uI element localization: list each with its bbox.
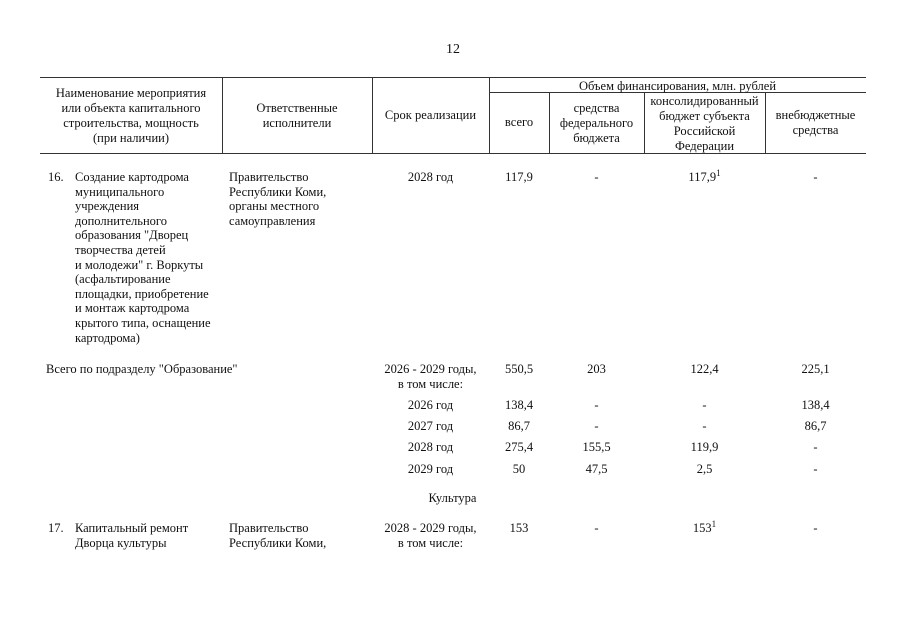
year-period: 2027 год	[407, 419, 454, 433]
header-executors: Ответственные исполнители	[256, 101, 338, 130]
year-extra: -	[813, 440, 818, 454]
row-federal: -	[594, 170, 599, 184]
subtotal-extra: 225,1	[801, 362, 830, 376]
row-regional: 117,9	[688, 170, 717, 184]
year-period: 2026 год	[407, 398, 454, 412]
table-top-border	[40, 77, 866, 78]
header-total: всего	[504, 115, 534, 129]
year-federal: -	[594, 398, 599, 412]
year-extra: 138,4	[801, 398, 830, 412]
year-regional: -	[702, 398, 707, 412]
row-regional: 153	[692, 521, 712, 535]
subtotal-label: Всего по подразделу "Образование"	[46, 362, 238, 376]
header-regional: консолидированный бюджет субъекта Российской Федерации	[650, 94, 759, 153]
row-total: 153	[509, 521, 529, 535]
footnote-mark: 1	[716, 167, 721, 178]
subtotal-total: 550,5	[504, 362, 534, 376]
year-period: 2029 год	[407, 462, 454, 476]
year-federal: 47,5	[585, 462, 608, 476]
row-total: 117,9	[505, 170, 533, 184]
row-period: 2028 - 2029 годы, в том числе:	[384, 521, 477, 550]
subtotal-federal: 203	[587, 362, 606, 376]
year-regional: 2,5	[696, 462, 713, 476]
row-extra: -	[813, 170, 818, 184]
year-federal: -	[594, 419, 599, 433]
row-regional-cell	[644, 167, 765, 185]
header-funding-group: Объем финансирования, млн. рублей	[578, 79, 777, 93]
row-name: Капитальный ремонт Дворца культуры	[75, 521, 189, 550]
row-period: 2028 год	[407, 170, 454, 184]
header-name: Наименование мероприятия или объекта капитального строительства, мощность (при наличии)	[55, 86, 207, 145]
year-total: 275,4	[504, 440, 534, 454]
row-number: 16.	[48, 170, 64, 184]
row-number: 17.	[48, 521, 64, 535]
row-regional-cell	[644, 518, 765, 536]
header-federal: средства федерального бюджета	[559, 101, 634, 145]
subtotal-period: 2026 - 2029 годы, в том числе:	[384, 362, 477, 391]
row-executors: Правительство Республики Коми,	[229, 521, 327, 550]
row-extra: -	[813, 521, 818, 535]
header-extra: внебюджетные средства	[775, 108, 856, 137]
year-regional: -	[702, 419, 707, 433]
footnote-mark: 1	[711, 518, 717, 529]
year-total: 86,7	[508, 419, 530, 433]
year-extra: 86,7	[804, 419, 827, 433]
year-period: 2028 год	[407, 440, 454, 454]
year-regional: 119,9	[690, 440, 719, 454]
year-extra: -	[813, 462, 818, 476]
section-heading-culture: Культура	[428, 491, 477, 505]
year-federal: 155,5	[582, 440, 611, 454]
row-name: Создание картодрома муниципального учреждения дополнительного образования "Дворец творчества детей и молодежи" г. Воркуты (асфальтирование площадки, приобретение и монтаж картодрома крытого типа, оснащение картодрома)	[75, 170, 211, 345]
row-executors: Правительство Республики Коми, органы местного самоуправления	[229, 170, 327, 228]
year-total: 50	[512, 462, 526, 476]
page-number: 12	[446, 42, 460, 57]
header-period: Срок реализации	[384, 108, 477, 122]
subtotal-regional: 122,4	[690, 362, 719, 376]
row-federal: -	[594, 521, 599, 535]
year-total: 138,4	[504, 398, 534, 412]
